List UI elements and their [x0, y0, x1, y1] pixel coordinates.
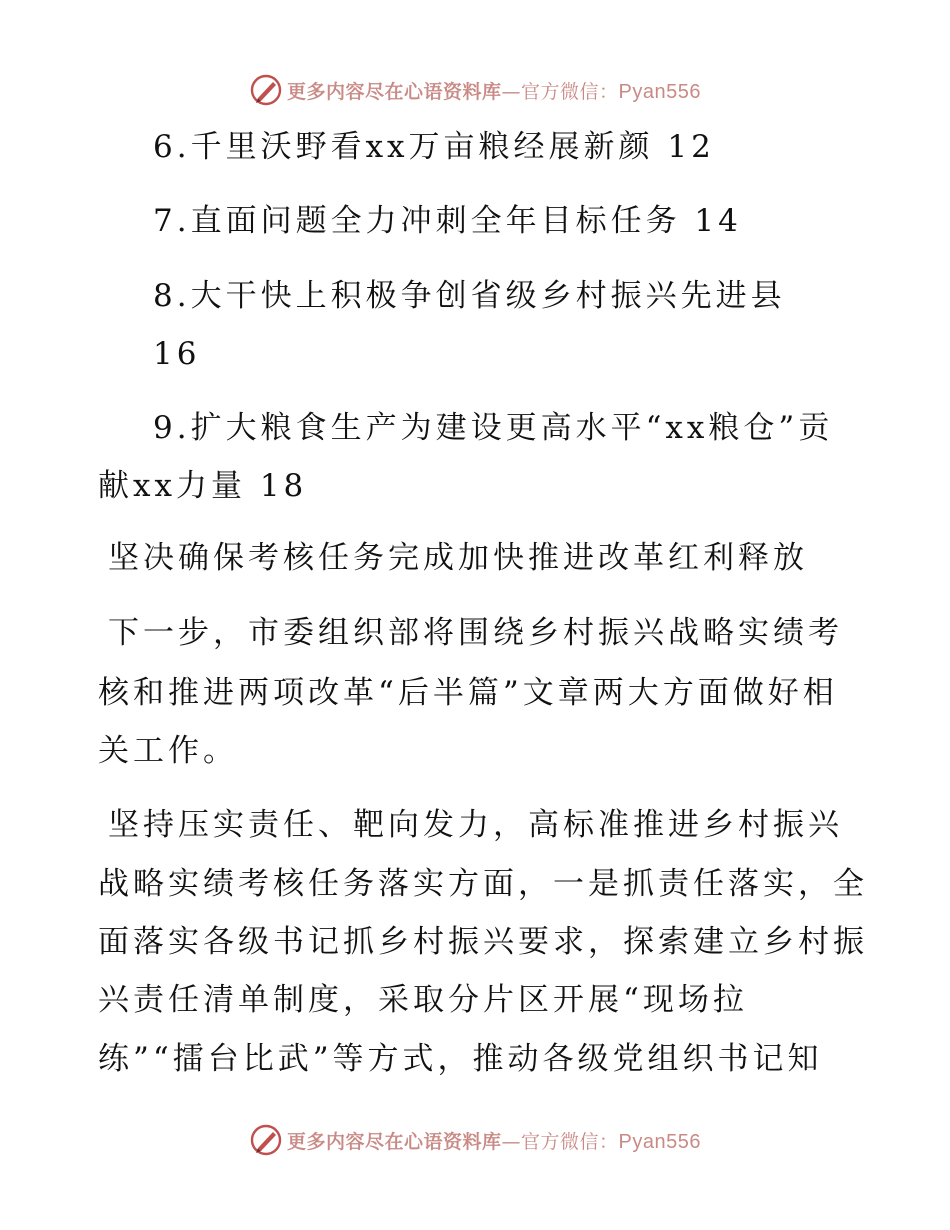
watermark-separator: —: [501, 1130, 522, 1153]
paragraph-line: 面落实各级书记抓乡村振兴要求，探索建立乡村振: [98, 924, 868, 960]
pen-logo-icon: [249, 1123, 283, 1157]
paragraph-line: 下一步，市委组织部将围绕乡村振兴战略实绩考: [108, 615, 843, 651]
watermark-brand: 更多内容尽在心语资料库: [287, 80, 502, 103]
watermark-wechat-id: Pyan556: [618, 1130, 701, 1153]
paragraph-line: 兴责任清单制度，采取分片区开展“现场拉: [98, 982, 748, 1018]
watermark-official: 官方微信：: [521, 1130, 619, 1153]
paragraph-line: 关工作。: [98, 733, 238, 769]
toc-entry-8-page: 16: [153, 336, 201, 372]
paragraph-line: 核和推进两项改革“后半篇”文章两大方面做好相: [98, 675, 838, 711]
watermark-official: 官方微信：: [521, 80, 619, 103]
toc-entry-9-cont: 献xx力量 18: [98, 468, 308, 504]
toc-entry-9: 9.扩大粮食生产为建设更高水平“xx粮仓”贡: [153, 410, 834, 446]
toc-entry-8: 8.大干快上积极争创省级乡村振兴先进县: [153, 278, 786, 314]
watermark-separator: —: [501, 80, 522, 103]
paragraph-line: 战略实绩考核任务落实方面，一是抓责任落实，全: [98, 866, 868, 902]
toc-entry-7: 7.直面问题全力冲刺全年目标任务 14: [153, 203, 742, 239]
watermark-wechat-id: Pyan556: [618, 80, 701, 103]
watermark-footer: [0, 1120, 950, 1160]
paragraph-line: 坚持压实责任、靶向发力，高标准推进乡村振兴: [108, 807, 843, 843]
watermark-text: [287, 1127, 701, 1154]
watermark-brand: 更多内容尽在心语资料库: [287, 1130, 502, 1153]
section-heading: 坚决确保考核任务完成加快推进改革红利释放: [108, 540, 808, 576]
paragraph-line: 练”“擂台比武”等方式，推动各级党组织书记知: [98, 1041, 823, 1077]
toc-entry-6: 6.千里沃野看xx万亩粮经展新颜 12: [153, 129, 715, 165]
